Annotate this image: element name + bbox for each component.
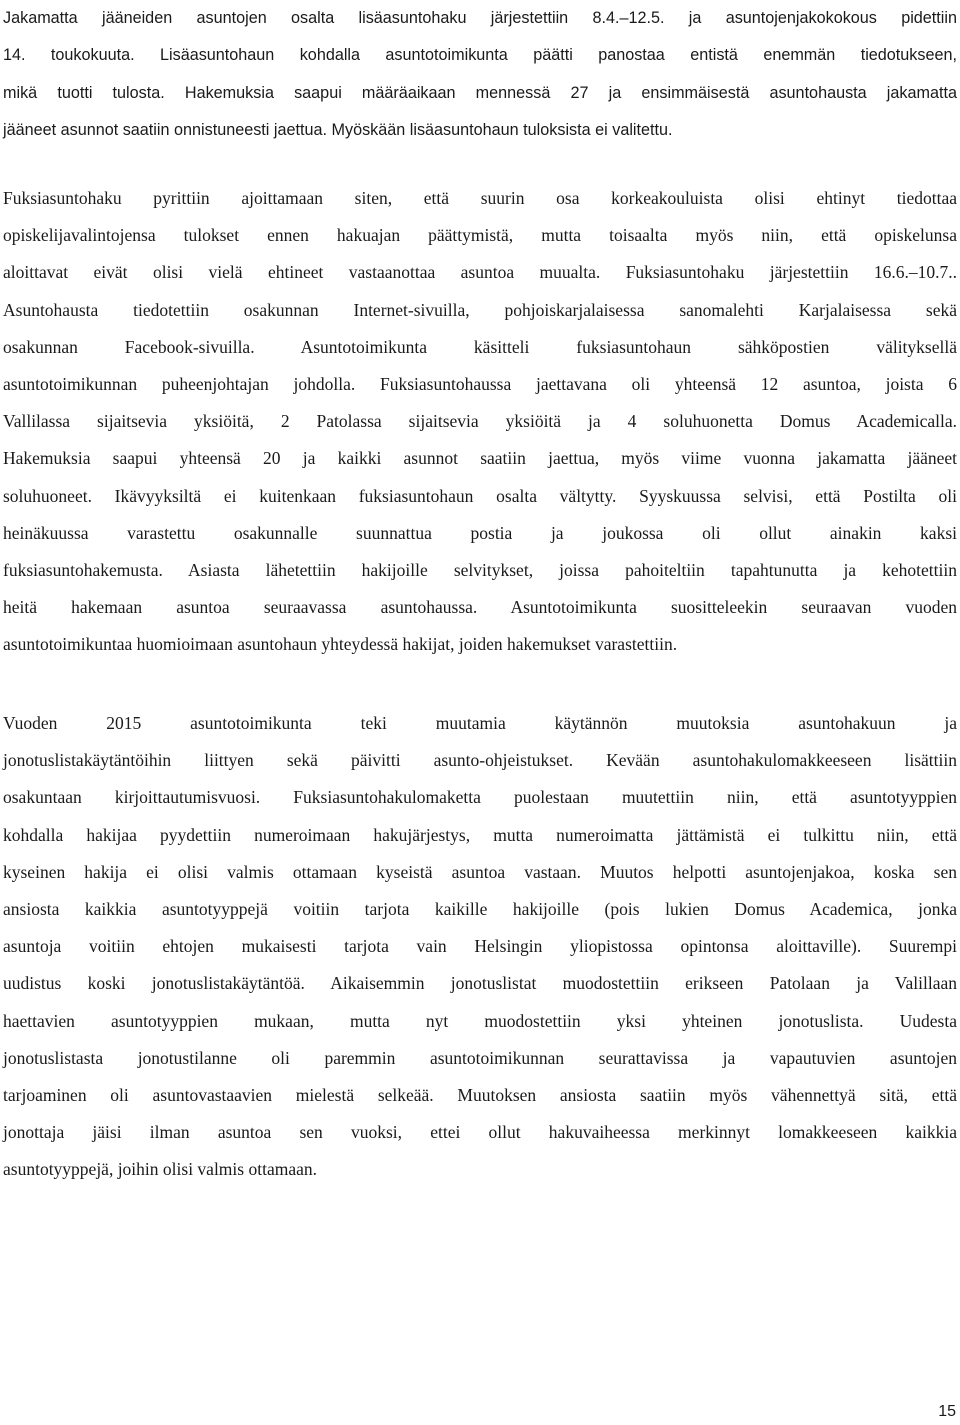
text-line: opiskelijavalintojensa tulokset ennen hakuajan päättymistä, mutta toisaalta myös niin, että opiskelunsa xyxy=(3,225,957,246)
text-line: asuntotyyppejä, joihin olisi valmis ottamaan. xyxy=(3,1159,317,1180)
text-line: uudistus koski jonotuslistakäytäntöä. Aikaisemmin jonotuslistat muodostettiin erikseen Patolaan ja Valillaan xyxy=(3,973,957,994)
page-number: 15 xyxy=(938,1403,956,1420)
text-line: kyseinen hakija ei olisi valmis ottamaan kyseistä asuntoa vastaan. Muutos helpotti asuntojenjakoa, koska sen xyxy=(3,861,957,882)
text-line: asuntoja voitiin ehtojen mukaisesti tarjota vain Helsingin yliopistossa opintonsa aloittaville). Suurempi xyxy=(3,936,957,957)
text-line: osakuntaan kirjoittautumisvuosi. Fuksiasuntohakulomaketta puolestaan muutettiin niin, että asuntotyyppien xyxy=(3,787,957,808)
text-line: aloittavat eivät olisi vielä ehtineet vastaanottaa asuntoa muualta. Fuksiasuntohaku järjestettiin 16.6.–10.7.. xyxy=(3,262,957,283)
text-line: asuntotoimikunnan puheenjohtajan johdolla. Fuksiasuntohaussa jaettavana oli yhteensä 12 asuntoa, joista 6 xyxy=(3,374,957,395)
text-line: fuksiasuntohakemusta. Asiasta lähetettiin hakijoille selvitykset, joissa pahoiteltiin tapahtunutta ja kehotettiin xyxy=(3,560,957,581)
text-line: ansiosta kaikkia asuntotyyppejä voitiin tarjota kaikille hakijoille (pois lukien Domus Academica, jonka xyxy=(3,899,957,920)
text-line: Jakamatta jääneiden asuntojen osalta lisäasuntohaku järjestettiin 8.4.–12.5. ja asuntojenjakokokous pidettiin xyxy=(3,9,957,27)
paragraph-lisaasuntohaku xyxy=(3,0,957,149)
text-line: tarjoaminen oli asuntovastaavien mielestä selkeää. Muutoksen ansiosta saatiin myös vähennettyä sitä, että xyxy=(3,1085,957,1106)
text-line: Hakemuksia saapui yhteensä 20 ja kaikki asunnot saatiin jaettua, myös viime vuonna jakamatta jääneet xyxy=(3,448,957,469)
text-line: soluhuoneet. Ikävyyksiltä ei kuitenkaan fuksiasuntohaun osalta vältytty. Syyskuussa selvisi, että Postilta oli xyxy=(3,485,957,506)
text-line: jonotuslistakäytäntöihin liittyen sekä päivitti asunto-ohjeistukset. Kevään asuntohakulomakkeeseen lisättiin xyxy=(3,750,957,771)
text-line: Asuntohausta tiedotettiin osakunnan Internet-sivuilla, pohjoiskarjalaisessa sanomalehti Karjalaisessa sekä xyxy=(3,299,957,320)
text-line: Vuoden 2015 asuntotoimikunta teki muutamia käytännön muutoksia asuntohakuun ja xyxy=(3,713,957,733)
text-line: mikä tuotti tulosta. Hakemuksia saapui määräaikaan mennessä 27 ja ensimmäisestä asuntohausta jakamatta xyxy=(3,83,957,102)
text-line: Fuksiasuntohaku pyrittiin ajoittamaan siten, että suurin osa korkeakouluista olisi ehtinyt tiedottaa xyxy=(3,188,957,208)
text-line: heitä hakemaan asuntoa seuraavassa asuntohaussa. Asuntotoimikunta suositteleekin seuraavan vuoden xyxy=(3,597,957,618)
text-line: osakunnan Facebook-sivuilla. Asuntotoimikunta käsitteli fuksiasuntohaun sähköpostien välityksellä xyxy=(3,336,957,357)
text-line: heinäkuussa varastettu osakunnalle suunnattua postia ja joukossa oli ollut ainakin kaksi xyxy=(3,522,957,543)
paragraph-muutokset-2015 xyxy=(3,705,957,1189)
text-line: jääneet asunnot saatiin onnistuneesti jaettua. Myöskään lisäasuntohaun tuloksista ei valitettu. xyxy=(3,120,673,139)
text-line: 14. toukokuuta. Lisäasuntohaun kohdalla asuntotoimikunta päätti panostaa entistä enemmän tiedotukseen, xyxy=(3,46,957,65)
text-line: jonottaja jäisi ilman asuntoa sen vuoksi, ettei ollut hakuvaiheessa merkinnyt lomakkeeseen kaikkia xyxy=(3,1122,957,1143)
text-line: kohdalla hakijaa pyydettiin numeroimaan hakujärjestys, mutta numeroimatta jättämistä ei tulkittu niin, että xyxy=(3,824,957,845)
text-line: haettavien asuntotyyppien mukaan, mutta nyt muodostettiin yksi yhteinen jonotuslista. Uudesta xyxy=(3,1010,957,1031)
text-line: Vallilassa sijaitsevia yksiöitä, 2 Patolassa sijaitsevia yksiöitä ja 4 soluhuonetta Domus Academicalla. xyxy=(3,411,957,432)
paragraph-fuksiasuntohaku xyxy=(3,180,957,664)
text-line: asuntotoimikuntaa huomioimaan asuntohaun yhteydessä hakijat, joiden hakemukset varastettiin. xyxy=(3,634,678,655)
text-line: jonotuslistasta jonotustilanne oli paremmin asuntotoimikunnan seurattavissa ja vapautuvien asuntojen xyxy=(3,1047,957,1068)
